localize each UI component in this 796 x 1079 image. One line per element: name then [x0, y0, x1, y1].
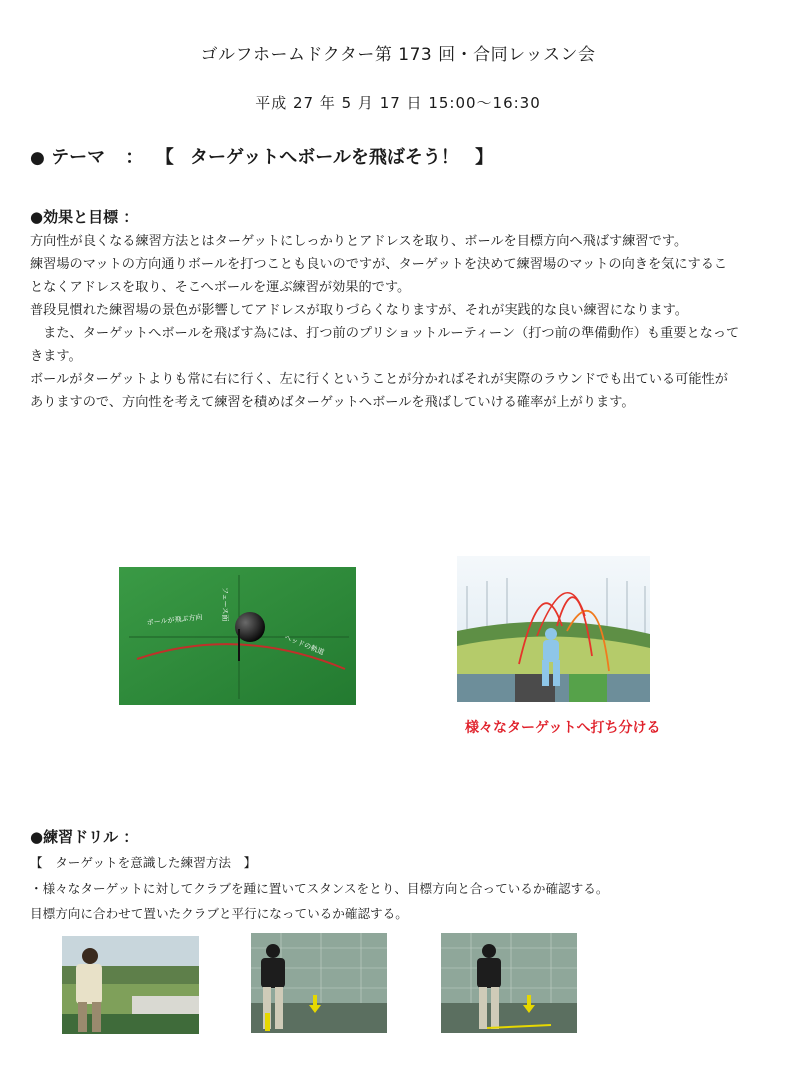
drill-photo-3: [441, 933, 577, 1033]
effects-paragraph: きます。: [30, 349, 82, 364]
driving-range-illustration: [457, 556, 650, 702]
theme-bullet: ●: [30, 148, 45, 168]
theme-bracket-open: 【: [155, 147, 174, 168]
effects-heading: ●効果と目標 ：: [30, 208, 139, 226]
effects-paragraph: ありますので、方向性を考えて練習を積めばターゲットへボールを飛ばしていける確率が上がります。: [30, 395, 635, 410]
event-date: 平成 27 年 5 月 17 日 15:00〜16:30: [255, 94, 541, 112]
theme-text: ターゲットへボールを飛ばそう！: [189, 147, 459, 168]
drill-line: 目標方向に合わせて置いたクラブと平行になっているか確認する。: [30, 906, 408, 921]
theme-bracket-close: 】: [475, 147, 494, 168]
range-caption: 様々なターゲットへ打ち分ける: [465, 720, 661, 736]
drill-line: ・様々なターゲットに対してクラブを踵に置いてスタンスをとり、目標方向と合っているか確認する。: [30, 881, 609, 896]
effects-paragraph: ボールがターゲットよりも常に右に行く、左に行くということが分かればそれが実際のラウンドでも出ている可能性が: [30, 372, 728, 387]
theme-colon: ：: [125, 147, 144, 168]
drill-photo-2: [251, 933, 387, 1033]
effects-paragraph: 普段見慣れた練習場の景色が影響してアドレスが取りづらくなりますが、それが実践的な良い練習になります。: [30, 303, 688, 318]
label-face: フェース面: [221, 587, 228, 622]
effects-paragraph: となくアドレスを取り、そこへボールを運ぶ練習が効果的です。: [30, 280, 411, 295]
drill-photo-1: [62, 936, 199, 1034]
effects-paragraph: また、ターゲットへボールを飛ばす為には、打つ前のプリショットルーティーン（打つ前の準備動作）も重要となって: [30, 326, 740, 341]
effects-body: [30, 230, 780, 414]
swing-diagram-graphic: [119, 567, 356, 705]
document-title: ゴルフホームドクター第 173 回・合同レッスン会: [200, 45, 596, 65]
effects-paragraph: 練習場のマットの方向通りボールを打つことも良いのですが、ターゲットを決めて練習場のマットの向きを気にするこ: [30, 257, 728, 272]
effects-paragraph: 方向性が良くなる練習方法とはターゲットにしっかりとアドレスを取り、ボールを目標方向へ飛ばす練習です。: [30, 234, 688, 249]
drill-heading: ●練習ドリル ：: [30, 828, 139, 846]
theme-line: [30, 143, 493, 169]
drill-subheading: 【 ターゲットを意識した練習方法 】: [30, 855, 257, 870]
label-head-path: ヘッドの軌道: [283, 634, 325, 657]
label-ball-direction: ボールが飛ぶ方向: [146, 614, 203, 627]
theme-label: テーマ: [51, 147, 106, 168]
swing-diagram: [119, 567, 356, 705]
